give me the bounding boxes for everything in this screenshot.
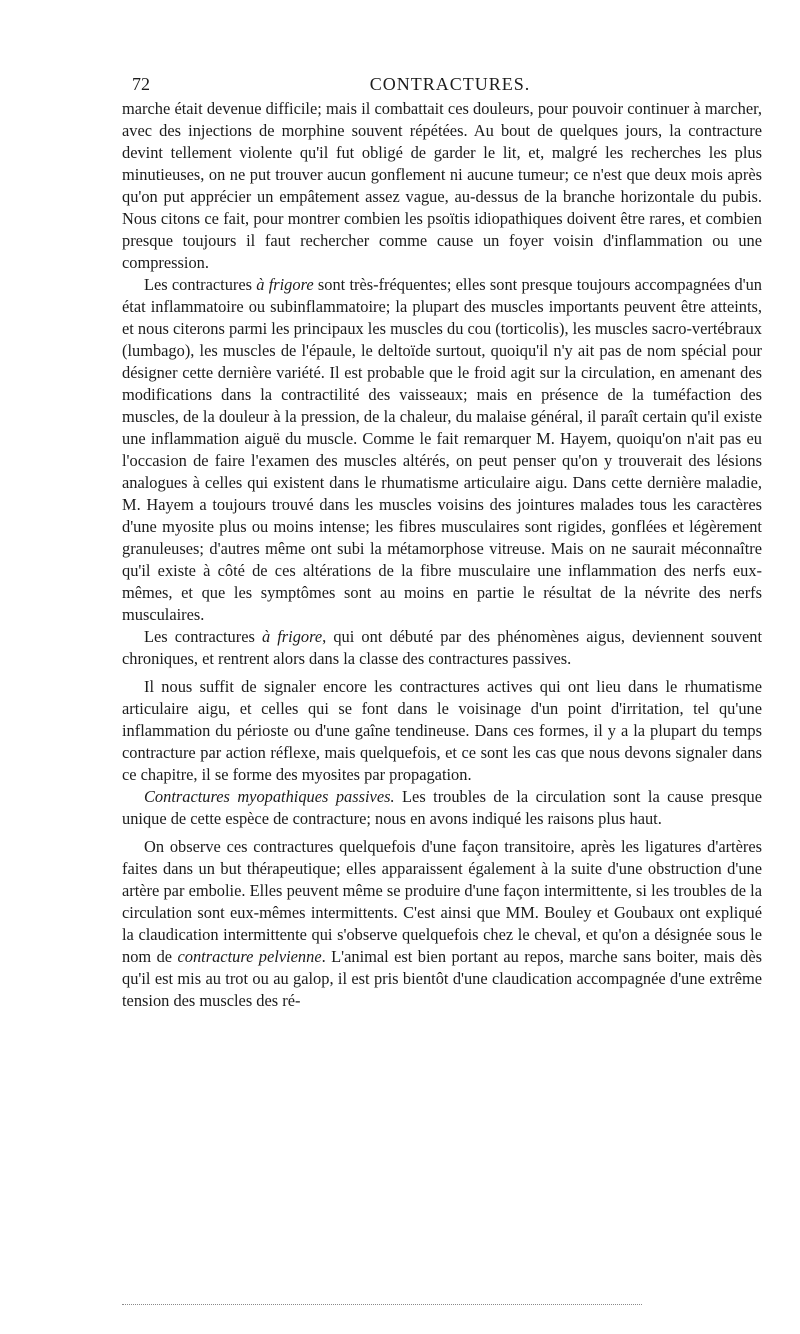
italic-term: à frigore bbox=[256, 275, 314, 294]
running-head bbox=[132, 72, 768, 96]
paragraph-frigore bbox=[122, 274, 762, 626]
paragraph-text: . L'animal est bien portant au repos, marche sans boiter, mais dès qu'il est mis au trot ou au galop, il est pris bientôt d'une claudication accompagnée d'une extrême tension des muscles des ré- bbox=[122, 947, 762, 1010]
paragraph-text: Les contractures bbox=[144, 627, 262, 646]
paragraph-text: sont très-fréquentes; elles sont presque toujours accompagnées d'un état inflammatoire ou subinflammatoire; la plupart des muscles importants peuvent être atteints, et nous citerons parmi les principaux les muscles du cou (torticolis), les muscles sacro-vertébraux (lumbago), les muscles de l'épaule, le deltoïde surtout, quoiqu'il n'y ait pas de nom spécial pour désigner cette dernière variété. Il est probable que le froid agit sur la circulation, en amenant des modifications dans la contractilité des vaisseaux; mais en présence de la tuméfaction des muscles, de la douleur à la pression, de la chaleur, du malaise général, il paraît certain qu'il existe une inflammation aiguë du muscle. Comme le fait remarquer M. Hayem, quoiqu'on n'ait pas eu l'occasion de faire l'examen des muscles altérés, on peut penser qu'on y trouverait des lésions analogues à celles qui existent dans le rhumatisme articulaire aigu. Dans cette dernière maladie, M. Hayem a toujours trouvé dans les muscles voisins des jointures malades tous les caractères d'une myosite plus ou moins intense; les fibres musculaires sont rigides, gonflées et légèrement granuleuses; d'autres même ont subi la métamorphose vitreuse. Mais on ne saurait méconnaître qu'il existe à côté de ces altérations de la fibre musculaire une inflammation des nerfs eux-mêmes, et que les symptômes sont au moins en partie le résultat de la névrite des nerfs musculaires. bbox=[122, 275, 763, 624]
paragraph-frigore-chronic bbox=[122, 626, 762, 670]
paragraph-text: marche était devenue difficile; mais il combattait ces douleurs, pour pouvoir continuer à marcher, avec des injections de morphine souvent répétées. Au bout de quelques jours, la contracture devint tellement violente qu'il fut obligé de garder le lit, et, malgré les recherches les plus minutieuses, on ne put trouver aucun gonflement ni aucune tumeur; ce n'est que deux mois après qu'on put apprécier un empâtement assez vague, au-dessus de la branche horizontale du pubis. Nous citons ce fait, pour montrer combien les psoïtis idiopathiques doivent être rares, et combien presque toujours il faut rechercher comme cause un foyer voisin d'inflammation ou une compression. bbox=[122, 99, 762, 272]
paragraph-passives bbox=[122, 786, 762, 830]
paragraph-text: Il nous suffit de signaler encore les contractures actives qui ont lieu dans le rhumatisme articulaire aigu, et celles qui se font dans le voisinage d'un point d'irritation, tel qu'une inflammation du périoste ou d'une gaîne tendineuse. Dans ces formes, il y a la plupart du temps contracture par action réflexe, mais quelquefois, et ce sont les cas que nous devons signaler dans ce chapitre, il se forme des myosites par propagation. bbox=[122, 677, 762, 784]
running-title: CONTRACTURES. bbox=[369, 74, 531, 94]
paragraph-text: On observe ces contractures quelquefois d'une façon transitoire, après les ligatures d'artères faites dans un but thérapeutique; elles apparaissent également à la suite d'une obstruction d'une artère par embolie. Elles peuvent même se produire d'une façon intermittente, si les troubles de la circulation sont eux-mêmes intermittents. C'est ainsi que MM. Bouley et Goubaux ont expliqué la claudication intermittente qui s'observe quelquefois chez le cheval, et qu'on a désignée sous le nom de bbox=[122, 837, 762, 966]
paragraph-psoitis bbox=[122, 98, 762, 274]
page-number: 72 bbox=[132, 74, 150, 94]
italic-term: à frigore bbox=[261, 627, 323, 646]
italic-term: contracture pelvienne bbox=[177, 947, 322, 966]
section-heading-italic: Contractures myopathiques passives. bbox=[144, 787, 395, 806]
paragraph-text: Les contractures bbox=[144, 275, 257, 294]
footer-dotted-rule bbox=[122, 1304, 642, 1305]
paragraph-rhumatisme bbox=[122, 676, 762, 786]
paragraph-ligatures bbox=[122, 836, 762, 1012]
paragraph-text: Les troubles de la circulation sont la cause presque unique de cette espèce de contracture; nous en avons indiqué les raisons plus haut. bbox=[122, 787, 762, 828]
paragraph-text: , qui ont débuté par des phénomènes aigus, deviennent souvent chroniques, et rentrent alors dans la classe des contractures passives. bbox=[122, 627, 763, 668]
body-text bbox=[122, 98, 762, 1012]
